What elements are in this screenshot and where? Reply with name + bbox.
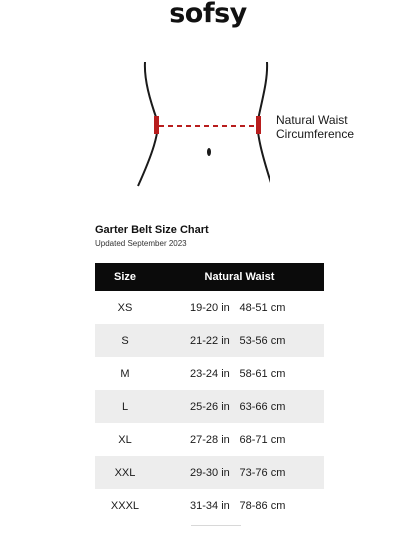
table-row <box>95 456 324 489</box>
waist-measurement-illustration <box>130 60 270 195</box>
inches-cell: 19-20 in <box>190 301 230 314</box>
size-column-header: Size <box>95 263 155 291</box>
size-cell: XL <box>118 433 132 446</box>
size-cell: L <box>95 390 155 423</box>
size-cell: XS <box>117 301 133 314</box>
table-row <box>95 324 324 357</box>
inches-cell: 29-30 in <box>155 456 240 489</box>
natural-waist-label <box>276 113 354 141</box>
chart-title: Garter Belt Size Chart <box>95 224 209 236</box>
size-chart-table <box>95 263 324 522</box>
navel-mark <box>207 148 211 156</box>
size-cell: XXXL <box>110 499 140 512</box>
cm-cell: 53-56 cm <box>240 324 325 357</box>
table-row <box>95 291 324 324</box>
cm-cell: 68-71 cm <box>239 433 286 446</box>
cm-cell: 73-76 cm <box>240 456 325 489</box>
size-cell: S <box>95 324 155 357</box>
cm-cell: 63-66 cm <box>240 390 325 423</box>
natural-waist-column-header: Natural Waist <box>155 263 324 291</box>
tape-left-marker <box>154 116 159 134</box>
waist-label-line2: Circumference <box>276 127 355 141</box>
table-header-row <box>95 263 324 291</box>
table-row <box>95 423 324 456</box>
table-row <box>95 489 324 522</box>
inches-cell: 21-22 in <box>155 324 240 357</box>
cm-cell: 48-51 cm <box>239 301 286 314</box>
table-row <box>95 357 324 390</box>
table-row <box>95 390 324 423</box>
size-cell: XXL <box>95 456 155 489</box>
cm-cell: 78-86 cm <box>239 499 286 512</box>
inches-cell: 31-34 in <box>190 499 230 512</box>
waist-label-line1: Natural Waist <box>276 113 348 127</box>
inches-cell: 27-28 in <box>190 433 230 446</box>
inches-cell: 23-24 in <box>190 367 230 380</box>
size-cell: M <box>120 367 130 380</box>
divider <box>191 525 241 526</box>
chart-updated-date: Updated September 2023 <box>95 239 187 248</box>
brand-logo: sofsy <box>169 0 247 29</box>
inches-cell: 25-26 in <box>155 390 240 423</box>
tape-right-marker <box>256 116 261 134</box>
cm-cell: 58-61 cm <box>239 367 286 380</box>
